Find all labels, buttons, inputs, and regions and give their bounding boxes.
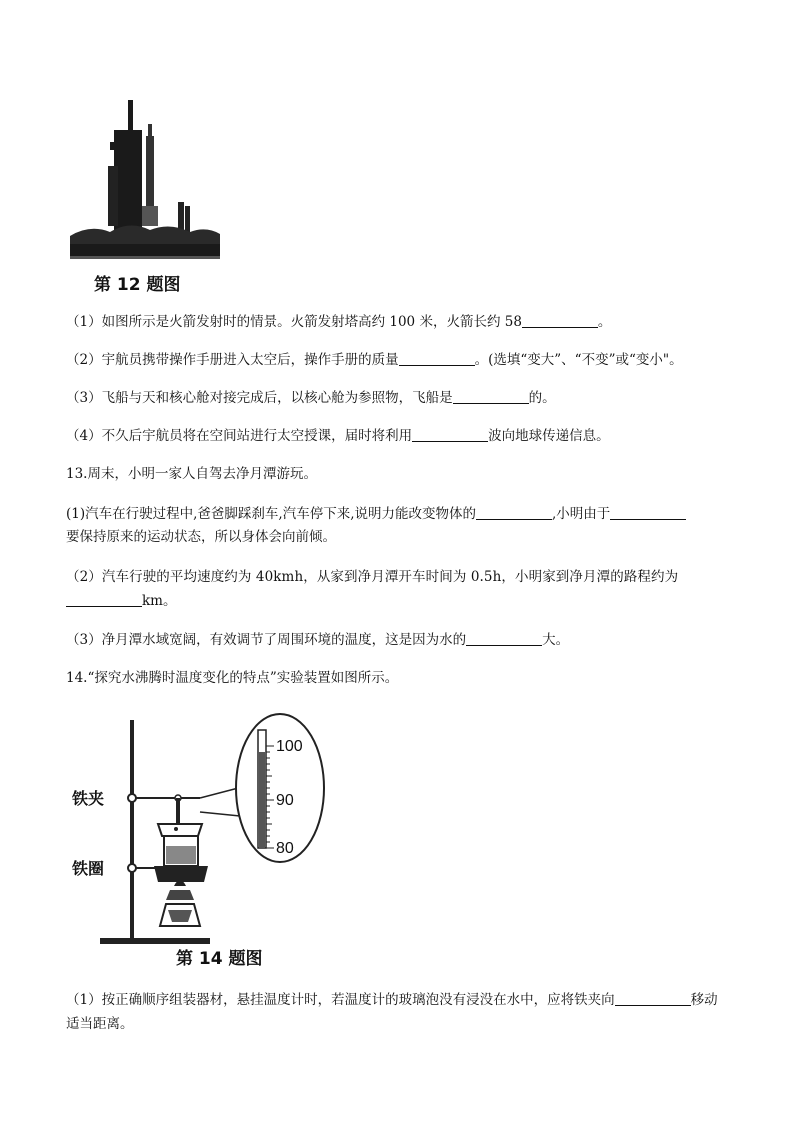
q12-part4 bbox=[66, 426, 610, 446]
q13-stem: 13.周末，小明一家人自驾去净月潭游玩。 bbox=[66, 466, 317, 482]
stand-rod bbox=[130, 720, 134, 942]
figure-12-caption: 第 12 题图 bbox=[94, 275, 181, 295]
answer-blank-q13-3[interactable] bbox=[466, 631, 542, 646]
q12-part3-end: 的。 bbox=[528, 390, 556, 406]
q12-part1-end: 。 bbox=[597, 314, 612, 330]
q14-part1-end: 移动 bbox=[690, 992, 718, 1008]
q12-part2-end: 。(选填“变大”、“不变”或“变小"。 bbox=[474, 352, 683, 368]
q13-part3-end: 大。 bbox=[542, 632, 570, 648]
q13-part3-text: （3）净月潭水域宽阔，有效调节了周围环境的温度，这是因为水的 bbox=[66, 632, 467, 648]
rocket-launch-figure bbox=[70, 96, 220, 264]
scale-label-90: 90 bbox=[276, 792, 294, 809]
q12-part4-text: （4）不久后宇航员将在空间站进行太空授课，届时将利用 bbox=[66, 428, 413, 444]
q12-part2 bbox=[66, 350, 683, 370]
scale-label-100: 100 bbox=[276, 738, 303, 755]
answer-blank-q13-2[interactable] bbox=[66, 592, 142, 607]
q12-part2-text: （2）宇航员携带操作手册进入太空后，操作手册的质量 bbox=[66, 352, 399, 368]
q14-part1 bbox=[66, 990, 718, 1010]
answer-blank-q12-2[interactable] bbox=[399, 351, 475, 366]
q13-part1 bbox=[66, 504, 686, 524]
q12-part1-text: （1）如图所示是火箭发射时的情景。火箭发射塔高约 100 米，火箭长约 58 bbox=[66, 314, 522, 330]
q13-part2: （2）汽车行驶的平均速度约为 40kmh，从家到净月潭开车时间为 0.5h，小明家到净月潭的路程约为 bbox=[66, 569, 679, 585]
answer-blank-q13-1b[interactable] bbox=[610, 505, 686, 520]
boiling-apparatus-figure bbox=[70, 712, 330, 952]
q14-part1-text: （1）按正确顺序组装器材，悬挂温度计时，若温度计的玻璃泡没有浸没在水中，应将铁夹向 bbox=[66, 992, 615, 1008]
q12-part1 bbox=[66, 312, 611, 332]
q13-part2-line2 bbox=[66, 591, 176, 611]
scale-label-80: 80 bbox=[276, 840, 294, 857]
label-iron-clamp: 铁夹 bbox=[72, 789, 105, 808]
figure-14-caption: 第 14 题图 bbox=[176, 949, 263, 969]
q12-part3 bbox=[66, 388, 556, 408]
answer-blank-q12-4[interactable] bbox=[412, 427, 488, 442]
q13-part1-middle: ,小明由于 bbox=[552, 506, 611, 522]
q13-part1-text: (1)汽车在行驶过程中,爸爸脚踩刹车,汽车停下来,说明力能改变物体的 bbox=[66, 506, 476, 522]
q14-stem: 14.“探究水沸腾时温度变化的特点”实验装置如图所示。 bbox=[66, 670, 399, 686]
answer-blank-q14-1[interactable] bbox=[615, 991, 691, 1006]
answer-blank-q12-3[interactable] bbox=[453, 389, 529, 404]
q13-part3 bbox=[66, 630, 569, 650]
label-iron-ring: 铁圈 bbox=[72, 859, 105, 878]
q13-part1-line2: 要保持原来的运动状态，所以身体会向前倾。 bbox=[66, 529, 336, 545]
q12-part4-end: 波向地球传递信息。 bbox=[488, 428, 610, 444]
q13-part2-end: km。 bbox=[142, 593, 177, 609]
answer-blank-q12-1[interactable] bbox=[522, 313, 598, 328]
answer-blank-q13-1a[interactable] bbox=[476, 505, 552, 520]
q14-part1-line2: 适当距离。 bbox=[66, 1016, 134, 1032]
q12-part3-text: （3）飞船与天和核心舱对接完成后，以核心舱为参照物，飞船是 bbox=[66, 390, 453, 406]
